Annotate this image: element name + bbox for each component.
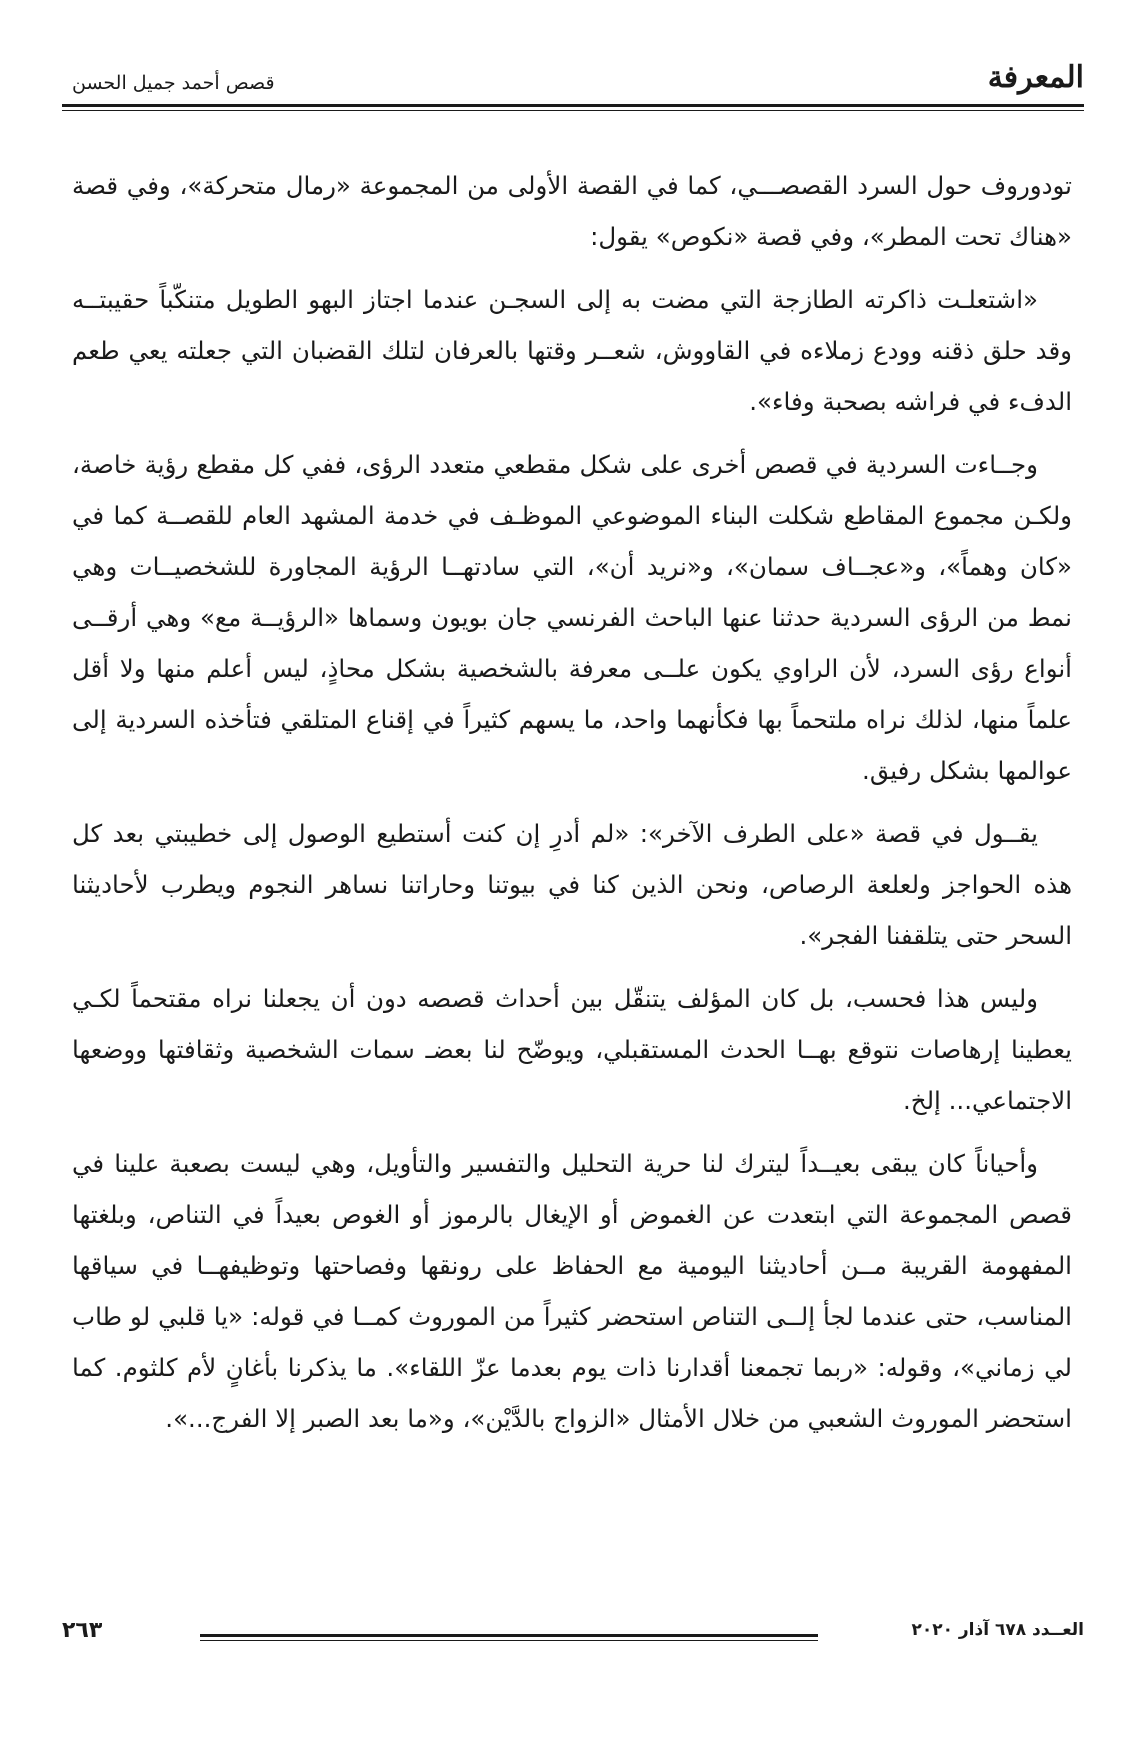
paragraph: يقــول في قصة «على الطرف الآخر»: «لم أدرِ إن كنت أستطيع الوصول إلى خطيبتي بعد كل هذه الحواجز ولعلعة الرصاص، ونحن الذين كنا في بيوتنا وحاراتنا نساهر النجوم ويطرب لأحاديثنا السحر حتى يتلقفنا الفجر». bbox=[72, 819, 1072, 950]
paragraph: وليس هذا فحسب، بل كان المؤلف يتنقّل بين أحداث قصصه دون أن يجعلنا نراه مقتحماً لكـي يعطينا إرهاصات نتوقع بهــا الحدث المستقبلي، ويوضّح لنا بعضـ سمات الشخصية وثقافتها ووضعها الاجتماعي... إلخ. bbox=[72, 984, 1072, 1115]
issue-info: العــدد ٦٧٨ آذار ٢٠٢٠ bbox=[911, 1620, 1084, 1640]
article-body bbox=[72, 160, 1072, 1456]
footer-divider-thin bbox=[200, 1640, 818, 1641]
paragraph: وجــاءت السردية في قصص أخرى على شكل مقطعي متعدد الرؤى، ففي كل مقطع رؤية خاصة، ولكـن مجموع المقاطع شكلت البناء الموضوعي الموظـف في خدمة المشهد العام للقصــة كما في «كان وهماً»، و«عجــاف سمان»، و«نريد أن»، التي سادتهــا الرؤية المجاورة للشخصيــات وهي نمط من الرؤى السردية حدثنا عنها الباحث الفرنسي جان بويون وسماها «الرؤيــة مع» وهي أرقــى أنواع رؤى السرد، لأن الراوي يكون علــى معرفة بالشخصية بشكل محاذٍ، ليس أعلم منها ولا أقل علماً منها، لذلك نراه ملتحماً بها فكأنهما واحد، ما يسهم كثيراً في إقناع المتلقي فتأخذه السردية إلى عوالمها بشكل رفيق. bbox=[72, 450, 1072, 785]
footer-divider bbox=[200, 1634, 818, 1637]
magazine-logo: المعرفة bbox=[987, 60, 1084, 95]
quote-paragraph: «اشتعلـت ذاكرته الطازجة التي مضت به إلى السجـن عندما اجتاز البهو الطويل متنكّباً حقيبتــه وقد حلق ذقنه وودع زملاءه في القاووش، شعــر وقتها بالعرفان لتلك القضبان التي جعلته يعي طعم الدفء في فراشه بصحبة وفاء». bbox=[72, 285, 1072, 416]
page-footer bbox=[62, 1618, 1084, 1658]
header-divider bbox=[62, 104, 1084, 107]
paragraph: تودوروف حول السرد القصصـــي، كما في القصة الأولى من المجموعة «رمال متحركة»، وفي قصة «هناك تحت المطر»، وفي قصة «نكوص» يقول: bbox=[72, 171, 1072, 251]
paragraph: وأحياناً كان يبقى بعيــداً ليترك لنا حرية التحليل والتفسير والتأويل، وهي ليست بصعبة علينا في قصص المجموعة التي ابتعدت عن الغموض أو الإيغال بالرموز أو الغوص بعيداً في التناص، وبلغتها المفهومة القريبة مــن أحاديثنا اليومية مع الحفاظ على رونقها وفصاحتها وتوظيفهــا في سياقها المناسب، حتى عندما لجأ إلــى التناص استحضر كثيراً من الموروث كمــا في قوله: «يا قلبي لو طاب لي زماني»، وقوله: «ربما تجمعنا أقدارنا ذات يوم بعدما عزّ اللقاء». ما يذكرنا بأغانٍ لأم كلثوم. كما استحضر الموروث الشعبي من خلال الأمثال «الزواج بالدَّيْن»، و«ما بعد الصبر إلا الفرج...». bbox=[72, 1149, 1072, 1433]
page-header bbox=[62, 50, 1084, 112]
running-title: قصص أحمد جميل الحسن bbox=[72, 72, 275, 94]
page-number: ٢٦٣ bbox=[62, 1618, 103, 1643]
header-divider-thin bbox=[62, 110, 1084, 111]
